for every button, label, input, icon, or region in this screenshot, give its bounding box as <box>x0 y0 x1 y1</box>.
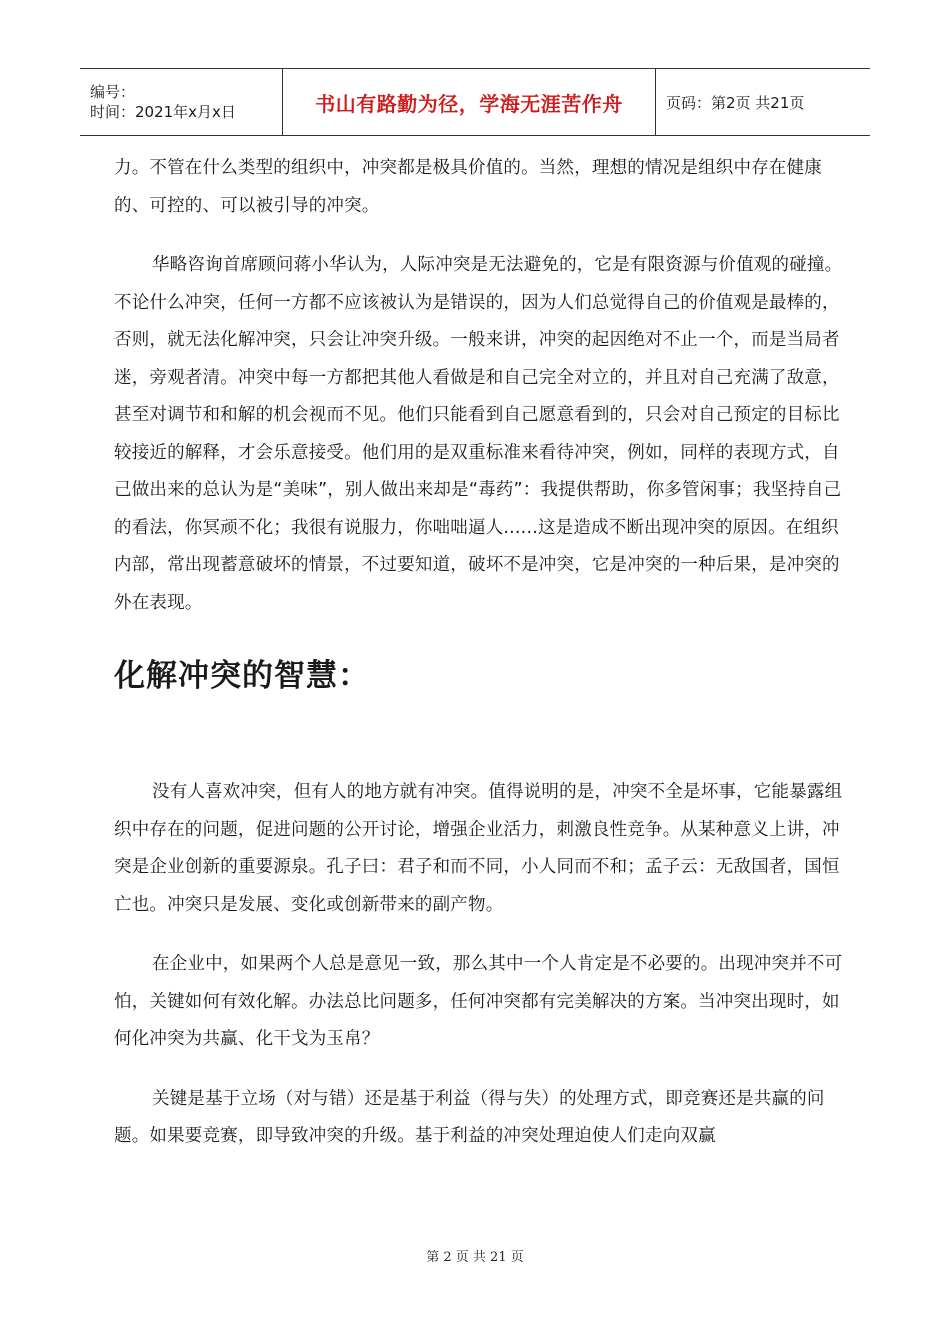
header-left-cell <box>80 69 283 136</box>
document-body <box>114 150 844 1156</box>
paragraph-3: 没有人喜欢冲突，但有人的地方就有冲突。值得说明的是，冲突不全是坏事，它能暴露组织中存在的问题，促进问题的公开讨论，增强企业活力，刺激良性竞争。从某种意义上讲，冲突是企业创新的重要源泉。孔子曰：君子和而不同，小人同而不和；孟子云：无敌国者，国恒亡也。冲突只是发展、变化或创新带来的副产物。 <box>114 782 843 915</box>
header-motto-cell <box>283 69 656 136</box>
page-footer: 第 2 页 共 21 页 <box>426 1250 524 1265</box>
header-right-cell <box>656 69 871 136</box>
document-number-label: 编号： <box>90 83 136 101</box>
section-heading: 化解冲突的智慧： <box>114 658 370 694</box>
header-page-info: 页码：第2页 共21页 <box>666 93 805 112</box>
document-date: 时间：2021年x月x日 <box>90 103 236 121</box>
document-header <box>80 68 870 136</box>
paragraph-2: 华略咨询首席顾问蒋小华认为，人际冲突是无法避免的，它是有限资源与价值观的碰撞。不论什么冲突，任何一方都不应该被认为是错误的，因为人们总觉得自己的价值观是最棒的，否则，就无法化解冲突，只会让冲突升级。一般来讲，冲突的起因绝对不止一个，而是当局者迷，旁观者清。冲突中每一方都把其他人看做是和自己完全对立的，并且对自己充满了敌意，甚至对调节和和解的机会视而不见。他们只能看到自己愿意看到的，只会对自己预定的目标比较接近的解释，才会乐意接受。他们用的是双重标准来看待冲突，例如，同样的表现方式，自己做出来的总认为是“美味”，别人做出来却是“毒药”：我提供帮助，你多管闲事；我坚持自己的看法，你冥顽不化；我很有说服力，你咄咄逼人......这是造成不断出现冲突的原因。在组织内部，常出现蓄意破坏的情景，不过要知道，破坏不是冲突，它是冲突的一种后果，是冲突的外在表现。 <box>114 255 843 613</box>
paragraph-4: 在企业中，如果两个人总是意见一致，那么其中一个人肯定是不必要的。出现冲突并不可怕，关键如何有效化解。办法总比问题多，任何冲突都有完美解决的方案。当冲突出现时，如何化冲突为共赢、化干戈为玉帛？ <box>114 954 843 1049</box>
paragraph-5: 关键是基于立场（对与错）还是基于利益（得与失）的处理方式，即竞赛还是共赢的问题。如果要竞赛，即导致冲突的升级。基于利益的冲突处理迫使人们走向双赢 <box>114 1088 825 1146</box>
paragraph-1: 力。不管在什么类型的组织中，冲突都是极具价值的。当然，理想的情况是组织中存在健康的、可控的、可以被引导的冲突。 <box>114 158 822 216</box>
header-motto: 书山有路勤为径，学海无涯苦作舟 <box>315 91 623 116</box>
